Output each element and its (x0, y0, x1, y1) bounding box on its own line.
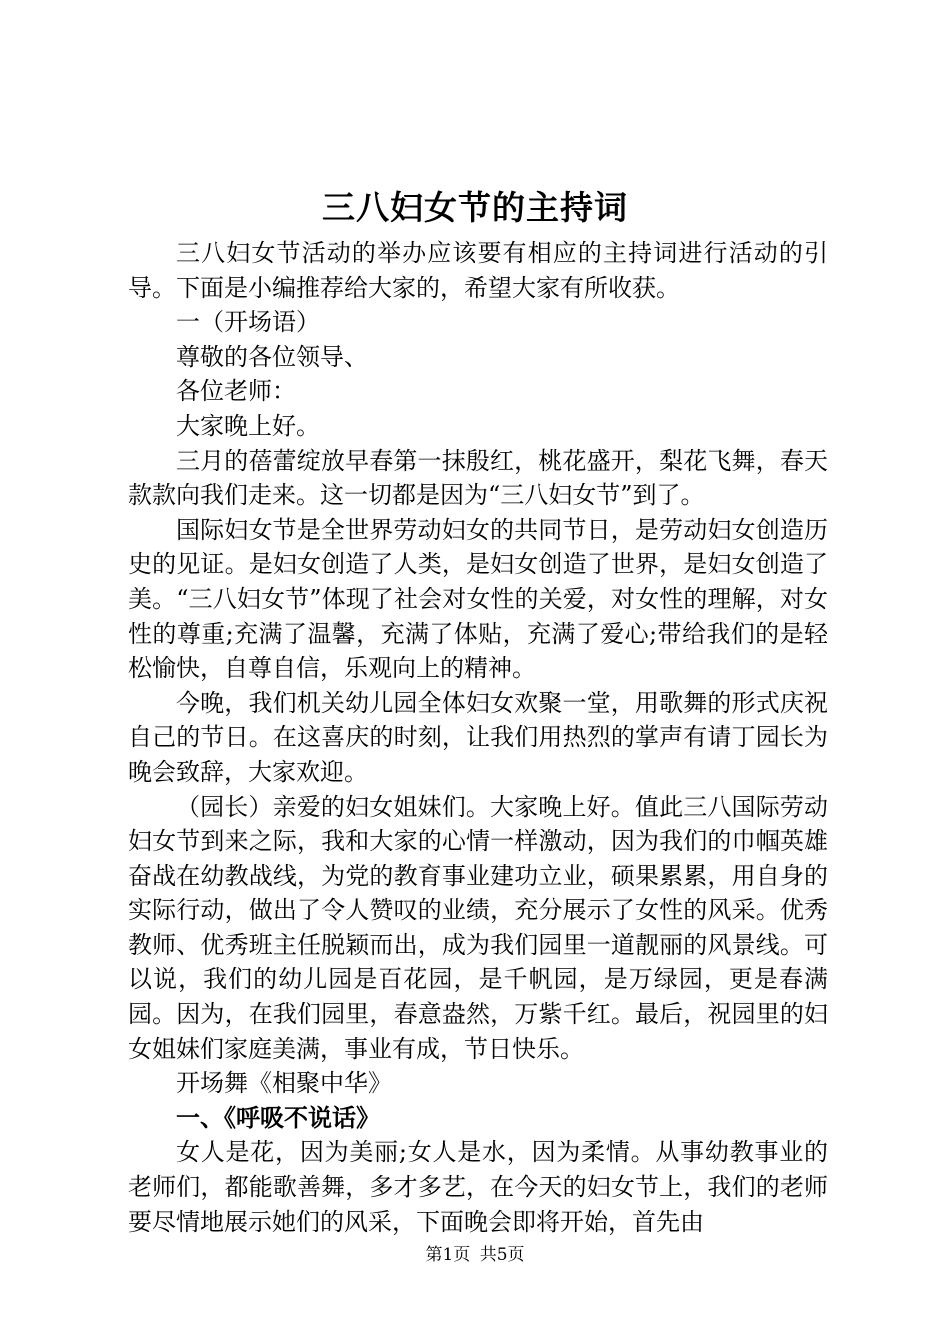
page-footer (0, 1244, 950, 1266)
page-number: 第1页 (425, 1245, 471, 1265)
greeting-line: 大家晚上好。 (176, 411, 320, 440)
section-heading: 一、《呼吸不说话》 (176, 1103, 380, 1132)
body-paragraph: 今晚，我们机关幼儿园全体妇女欢聚一堂，用歌舞的形式庆祝自己的节日。在这喜庆的时刻，让我们用热烈的掌声有请丁园长为晚会致辞，大家欢迎。 (128, 688, 828, 786)
section-label: 一（开场语） (176, 308, 320, 337)
body-paragraph: （园长）亲爱的妇女姐妹们。大家晚上好。值此三八国际劳动妇女节到来之际，我和大家的心情一样激动，因为我们的巾帼英雄奋战在幼教战线，为党的教育事业建功立业，硕果累累，用自身的实际行动，做出了令人赞叹的业绩，充分展示了女性的风采。优秀教师、优秀班主任脱颖而出，成为我们园里一道靓丽的风景线。可以说，我们的幼儿园是百花园，是千帆园，是万绿园，更是春满园。因为，在我们园里，春意盎然，万紫千红。最后，祝园里的妇女姐妹们家庭美满，事业有成，节日快乐。 (128, 792, 828, 1063)
program-item: 开场舞《相聚中华》 (176, 1069, 392, 1098)
page-total: 共5页 (479, 1245, 525, 1265)
document-body (128, 236, 828, 1239)
intro-paragraph: 三八妇女节活动的举办应该要有相应的主持词进行活动的引导。下面是小编推荐给大家的，希望大家有所收获。 (128, 239, 828, 302)
document-title: 三八妇女节的主持词 (322, 188, 628, 227)
greeting-line: 各位老师： (176, 377, 296, 406)
greeting-line: 尊敬的各位领导、 (176, 342, 368, 371)
body-paragraph: 三月的蓓蕾绽放早春第一抹殷红，桃花盛开，梨花飞舞，春天款款向我们走来。这一切都是因为“三八妇女节”到了。 (128, 446, 828, 510)
body-paragraph: 国际妇女节是全世界劳动妇女的共同节日，是劳动妇女创造历史的见证。是妇女创造了人类，是妇女创造了世界，是妇女创造了美。“三八妇女节”体现了社会对女性的关爱，对女性的理解，对女性的尊重;充满了温馨，充满了体贴，充满了爱心;带给我们的是轻松愉快，自尊自信，乐观向上的精神。 (128, 515, 828, 683)
body-paragraph: 女人是花，因为美丽;女人是水，因为柔情。从事幼教事业的老师们，都能歌善舞，多才多艺，在今天的妇女节上，我们的老师要尽情地展示她们的风采，下面晚会即将开始，首先由 (128, 1138, 828, 1236)
